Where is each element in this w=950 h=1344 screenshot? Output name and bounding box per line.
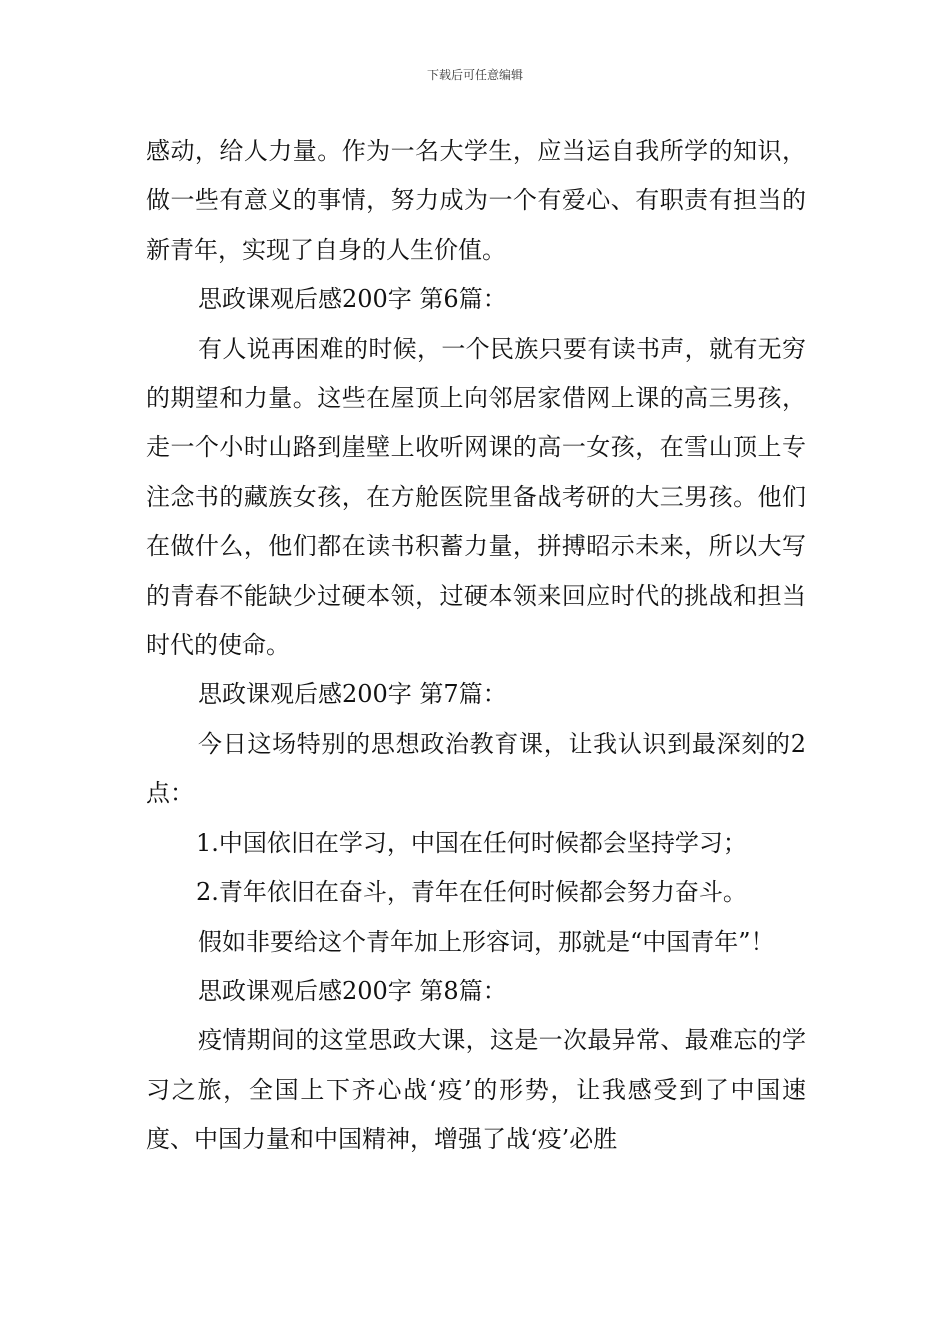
section-heading-8: 思政课观后感200字 第8篇： [198, 976, 507, 1005]
paragraph-continuation: 感动，给人力量。作为一名大学生，应当运自我所学的知识，做一些有意义的事情，努力成为一个有爱心、有职责有担当的新青年，实现了自身的人生价值。 [146, 137, 806, 264]
section-heading-6: 思政课观后感200字 第6篇： [198, 285, 507, 314]
document-body [146, 127, 806, 1165]
list-item-1: 1.中国依旧在学习，中国在任何时候都会坚持学习； [196, 828, 747, 857]
paragraph-7-conclusion: 假如非要给这个青年加上形容词，那就是“中国青年”！ [198, 927, 775, 956]
paragraph-7-intro: 今日这场特别的思想政治教育课，让我认识到最深刻的2点： [146, 729, 806, 808]
paragraph-8: 疫情期间的这堂思政大课，这是一次最异常、最难忘的学习之旅，全国上下齐心战‘疫’的形势，让我感受到了中国速度、中国力量和中国精神，增强了战‘疫’必胜 [146, 1026, 806, 1154]
paragraph-6: 有人说再困难的时候，一个民族只要有读书声，就有无穷的期望和力量。这些在屋顶上向邻居家借网上课的高三男孩，走一个小时山路到崖壁上收听网课的高一女孩，在雪山顶上专注念书的藏族女孩，在方舱医院里备战考研的大三男孩。他们在做什么，他们都在读书积蓄力量，拼搏昭示未来，所以大写的青春不能缺少过硬本领，过硬本领来回应时代的挑战和担当时代的使命。 [146, 334, 806, 660]
list-item-2: 2.青年依旧在奋斗，青年在任何时候都会努力奋斗。 [196, 878, 747, 907]
section-heading-7: 思政课观后感200字 第7篇： [198, 680, 507, 709]
page-header: 下载后可任意编辑 [426, 68, 523, 82]
